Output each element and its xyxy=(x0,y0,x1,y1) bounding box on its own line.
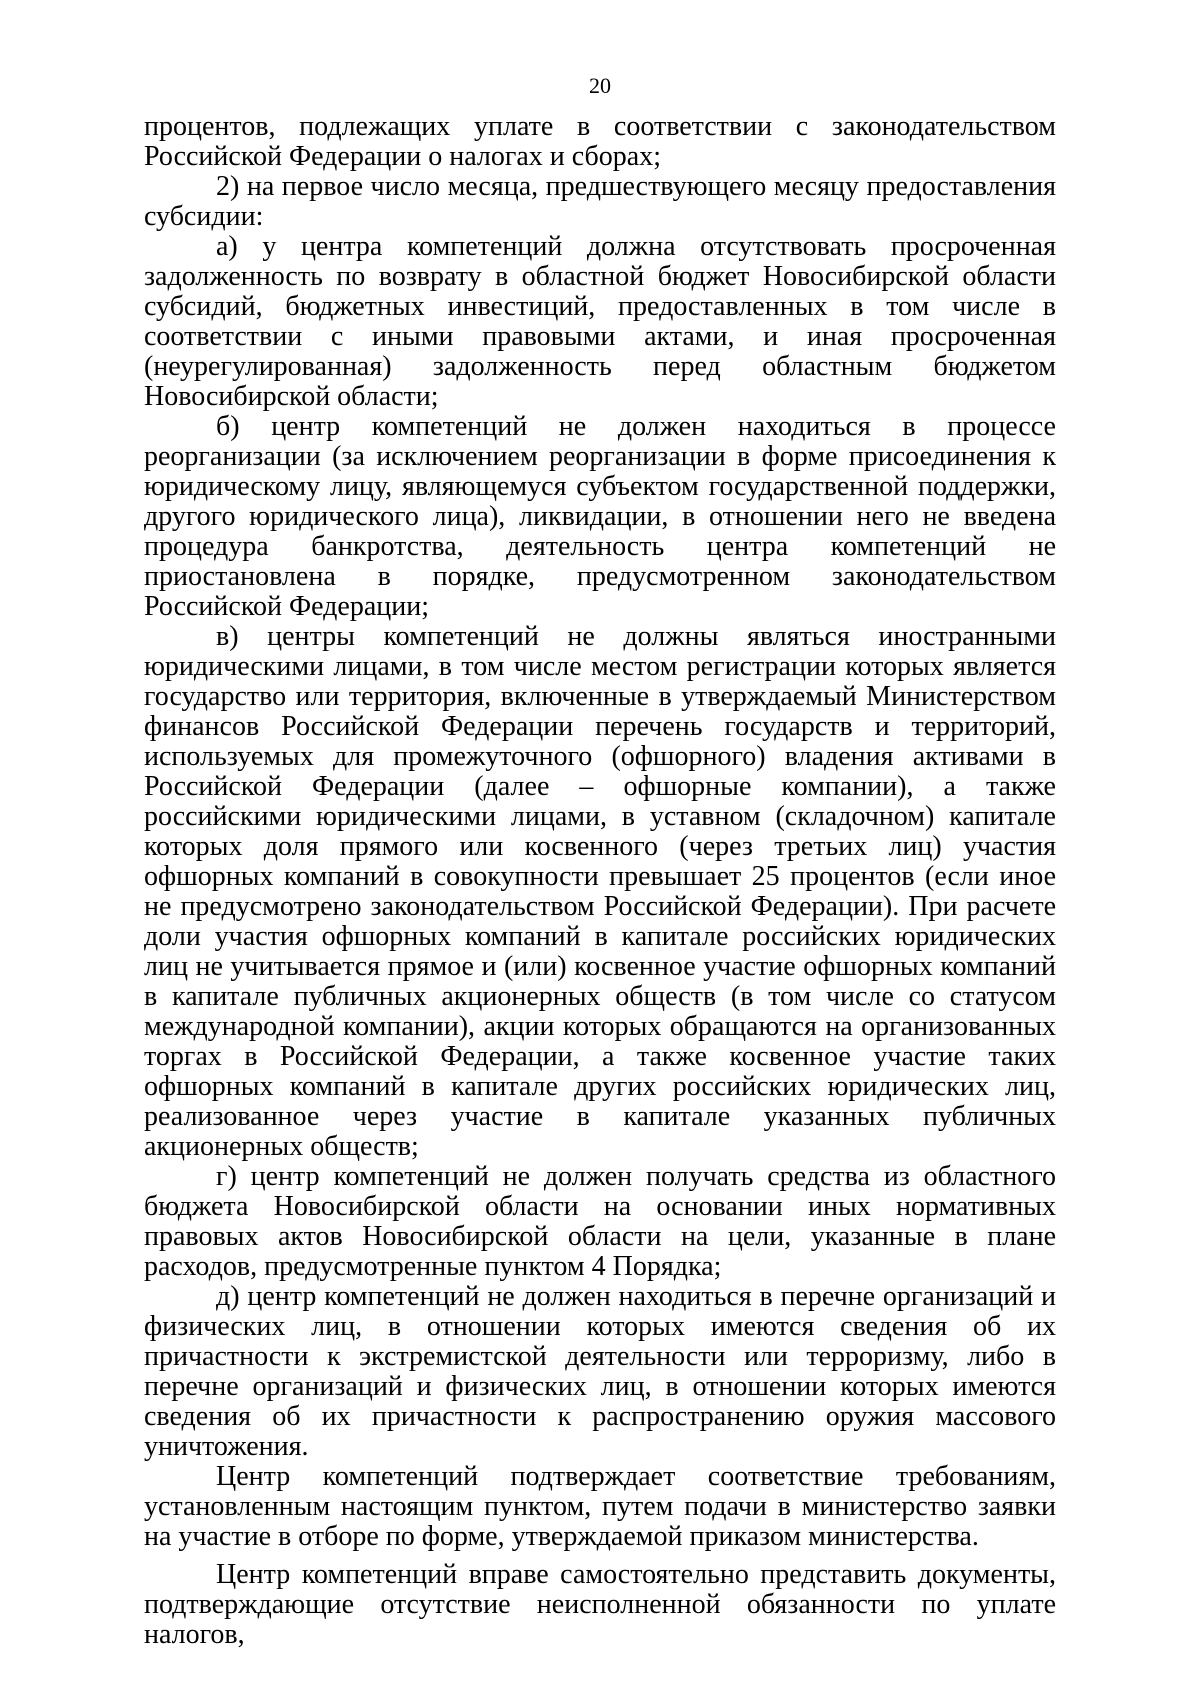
paragraph: д) центр компетенций не должен находиться в перечне организаций и физических лиц, в отношении которых имеются сведения об их причастности к экстремистской деятельности или терроризму, либо в перечне организаций и физических лиц, в отношении которых имеются сведения об их причастности к распространению оружия массового уничтожения. xyxy=(144,1281,1056,1462)
paragraph: Центр компетенций вправе самостоятельно представить документы, подтверждающие отсутствие неисполненной обязанности по уплате налогов, xyxy=(144,1559,1056,1650)
page-number: 20 xyxy=(589,73,611,98)
paragraph: б) центр компетенций не должен находиться в процессе реорганизации (за исключением реорганизации в форме присоединения к юридическому лицу, являющемуся субъектом государственной поддержки, другого юридического лица), ликвидации, в отношении него не введена процедура банкротства, деятельность центра компетенций не приостановлена в порядке, предусмотренном законодательством Российской Федерации; xyxy=(144,411,1056,622)
paragraph: в) центры компетенций не должны являться иностранными юридическими лицами, в том числе местом регистрации которых является государство или территория, включенные в утверждаемый Министерством финансов Российской Федерации перечень государств и территорий, используемых для промежуточного (офшорного) владения активами в Российской Федерации (далее – офшорные компании), а также российскими юридическими лицами, в уставном (складочном) капитале которых доля прямого или косвенного (через третьих лиц) участия офшорных компаний в совокупности превышает 25 процентов (если иное не предусмотрено законодательством Российской Федерации). При расчете доли участия офшорных компаний в капитале российских юридических лиц не учитывается прямое и (или) косвенное участие офшорных компаний в капитале публичных акционерных обществ (в том числе со статусом международной компании), акции которых обращаются на организованных торгах в Российской Федерации, а также косвенное участие таких офшорных компаний в капитале других российских юридических лиц, реализованное через участие в капитале указанных публичных акционерных обществ; xyxy=(144,621,1056,1162)
paragraph: 2) на первое число месяца, предшествующего месяцу предоставления субсидии: xyxy=(144,171,1056,232)
document-body xyxy=(144,112,1056,1650)
paragraph: а) у центра компетенций должна отсутствовать просроченная задолженность по возврату в областной бюджет Новосибирской области субсидий, бюджетных инвестиций, предоставленных в том числе в соответствии с иными правовыми актами, и иная просроченная (неурегулированная) задолженность перед областным бюджетом Новосибирской области; xyxy=(144,231,1056,412)
paragraph: г) центр компетенций не должен получать средства из областного бюджета Новосибирской области на основании иных нормативных правовых актов Новосибирской области на цели, указанные в плане расходов, предусмотренные пунктом 4 Порядка; xyxy=(144,1161,1056,1282)
paragraph: процентов, подлежащих уплате в соответствии с законодательством Российской Федерации о налогах и сборах; xyxy=(144,111,1056,172)
paragraph: Центр компетенций подтверждает соответствие требованиям, установленным настоящим пунктом, путем подачи в министерство заявки на участие в отборе по форме, утверждаемой приказом министерства. xyxy=(144,1461,1056,1552)
